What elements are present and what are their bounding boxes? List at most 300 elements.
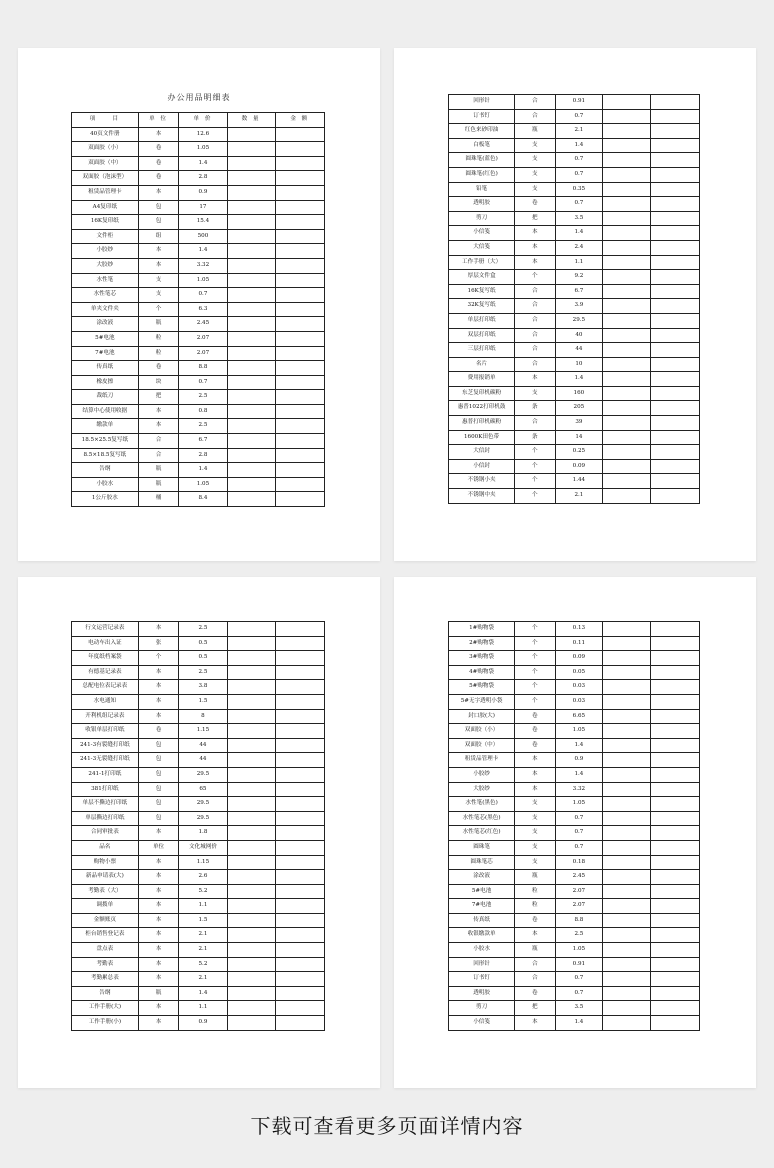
unit-cell: 瓶: [515, 124, 555, 139]
table-row: [72, 680, 325, 695]
table-row: [72, 1016, 325, 1031]
table-row: [449, 299, 700, 314]
items-table: [448, 94, 700, 504]
amount-cell: [275, 1001, 324, 1016]
unit-cell: 包: [138, 797, 179, 812]
amount-cell: [651, 665, 700, 680]
document-page-1: [18, 48, 380, 561]
table-row: [72, 840, 325, 855]
quantity-cell: [603, 622, 651, 637]
amount-cell: [651, 957, 700, 972]
amount-cell: [651, 1016, 700, 1031]
quantity-cell: [227, 782, 275, 797]
quantity-cell: [603, 724, 651, 739]
quantity-cell: [603, 884, 651, 899]
item-name-cell: 惠普打印机碳粉: [449, 416, 515, 431]
unit-cell: 本: [515, 226, 555, 241]
amount-cell: [275, 127, 324, 142]
unit-cell: 本: [138, 1001, 179, 1016]
unit-cell: 本: [138, 972, 179, 987]
item-name-cell: 三层打印纸: [449, 343, 515, 358]
amount-cell: [275, 797, 324, 812]
item-name-cell: 5#电池: [72, 331, 139, 346]
price-cell: 1.4: [555, 372, 603, 387]
table-row: [449, 738, 700, 753]
table-row: [72, 811, 325, 826]
table-row: [449, 474, 700, 489]
unit-cell: 瓶: [138, 463, 179, 478]
amount-cell: [651, 197, 700, 212]
item-name-cell: 铅笔: [449, 182, 515, 197]
item-name-cell: 双面胶（中）: [449, 738, 515, 753]
unit-cell: 本: [138, 419, 179, 434]
unit-cell: 支: [515, 855, 555, 870]
quantity-cell: [227, 361, 275, 376]
amount-cell: [275, 972, 324, 987]
table-row: [72, 957, 325, 972]
unit-cell: 粒: [138, 331, 179, 346]
price-cell: 0.7: [555, 826, 603, 841]
amount-cell: [651, 1001, 700, 1016]
unit-cell: 支: [515, 826, 555, 841]
item-name-cell: 16K复写纸: [449, 284, 515, 299]
amount-cell: [651, 986, 700, 1001]
item-name-cell: 小信笺: [449, 226, 515, 241]
unit-cell: 卷: [515, 197, 555, 212]
amount-cell: [651, 299, 700, 314]
amount-cell: [651, 797, 700, 812]
table-row: [449, 95, 700, 110]
item-name-cell: 剪刀: [449, 1001, 515, 1016]
price-cell: 2.07: [179, 346, 227, 361]
amount-cell: [275, 273, 324, 288]
unit-cell: 合: [515, 109, 555, 124]
amount-cell: [651, 124, 700, 139]
item-name-cell: 单层撕边打印纸: [72, 811, 139, 826]
price-cell: 2.5: [179, 419, 227, 434]
unit-cell: 本: [138, 244, 179, 259]
table-row: [449, 972, 700, 987]
quantity-cell: [227, 375, 275, 390]
amount-cell: [275, 870, 324, 885]
item-name-cell: 大胶纱: [72, 258, 139, 273]
item-name-cell: 考勤表: [72, 957, 139, 972]
item-name-cell: 双层打印纸: [449, 328, 515, 343]
unit-cell: 瓶: [138, 986, 179, 1001]
price-cell: 1.1: [555, 255, 603, 270]
table-row: [449, 372, 700, 387]
item-name-cell: 18.5×25.5复写纸: [72, 434, 139, 449]
price-cell: 5.2: [179, 957, 227, 972]
unit-cell: 个: [515, 270, 555, 285]
price-cell: 1.4: [555, 1016, 603, 1031]
amount-cell: [275, 724, 324, 739]
amount-cell: [275, 317, 324, 332]
item-name-cell: 告纲: [72, 986, 139, 1001]
table-row: [72, 361, 325, 376]
table-row: [72, 200, 325, 215]
price-cell: 2.5: [179, 665, 227, 680]
table-row: [449, 328, 700, 343]
item-name-cell: 柜台销售登记表: [72, 928, 139, 943]
amount-cell: [651, 724, 700, 739]
price-cell: 2.1: [555, 124, 603, 139]
item-name-cell: 工作手册(小): [72, 1016, 139, 1031]
quantity-cell: [227, 273, 275, 288]
price-cell: 6.65: [555, 709, 603, 724]
table-row: [449, 182, 700, 197]
quantity-cell: [227, 1016, 275, 1031]
amount-cell: [275, 185, 324, 200]
item-name-cell: 考勤表（大）: [72, 884, 139, 899]
item-name-cell: 回形针: [449, 957, 515, 972]
amount-cell: [651, 284, 700, 299]
amount-cell: [275, 171, 324, 186]
table-row: [72, 477, 325, 492]
item-name-cell: 收银缴款单: [449, 928, 515, 943]
unit-cell: 包: [138, 215, 179, 230]
unit-cell: 本: [138, 258, 179, 273]
price-cell: 2.45: [179, 317, 227, 332]
unit-cell: 本: [515, 240, 555, 255]
unit-cell: 本: [138, 899, 179, 914]
table-row: [449, 622, 700, 637]
amount-cell: [651, 489, 700, 504]
quantity-cell: [227, 477, 275, 492]
amount-cell: [651, 182, 700, 197]
amount-cell: [651, 767, 700, 782]
quantity-cell: [227, 185, 275, 200]
item-name-cell: 水性笔芯(红色): [449, 826, 515, 841]
price-cell: 14: [555, 430, 603, 445]
table-row: [72, 636, 325, 651]
unit-cell: 本: [138, 943, 179, 958]
table-row: [449, 459, 700, 474]
quantity-cell: [227, 811, 275, 826]
price-cell: 1.1: [179, 899, 227, 914]
price-cell: 1.8: [179, 826, 227, 841]
unit-cell: 合: [515, 299, 555, 314]
unit-cell: 卷: [515, 724, 555, 739]
quantity-cell: [603, 226, 651, 241]
item-name-cell: 年度纸档案袋: [72, 651, 139, 666]
quantity-cell: [603, 709, 651, 724]
table-row: [72, 767, 325, 782]
amount-cell: [275, 361, 324, 376]
item-name-cell: 不锈钢中夹: [449, 489, 515, 504]
unit-cell: 支: [515, 386, 555, 401]
price-cell: 1.4: [179, 986, 227, 1001]
price-cell: 1.05: [555, 724, 603, 739]
price-cell: 1.05: [555, 797, 603, 812]
quantity-cell: [603, 255, 651, 270]
quantity-cell: [603, 299, 651, 314]
table-row: [72, 156, 325, 171]
quantity-cell: [603, 899, 651, 914]
item-name-cell: 大信笺: [449, 240, 515, 255]
amount-cell: [275, 463, 324, 478]
item-name-cell: 告纲: [72, 463, 139, 478]
price-cell: 9.2: [555, 270, 603, 285]
unit-cell: 本: [138, 826, 179, 841]
quantity-cell: [227, 229, 275, 244]
price-cell: 17: [179, 200, 227, 215]
price-cell: 0.9: [555, 753, 603, 768]
price-cell: 0.7: [555, 153, 603, 168]
quantity-cell: [227, 1001, 275, 1016]
quantity-cell: [603, 943, 651, 958]
quantity-cell: [603, 665, 651, 680]
item-name-cell: 水性笔: [72, 273, 139, 288]
quantity-cell: [227, 928, 275, 943]
item-name-cell: 双面胶（小）: [449, 724, 515, 739]
amount-cell: [275, 622, 324, 637]
amount-cell: [651, 811, 700, 826]
table-row: [72, 665, 325, 680]
item-name-cell: 双面胶（小）: [72, 142, 139, 157]
item-name-cell: 大信封: [449, 445, 515, 460]
price-cell: 2.8: [179, 171, 227, 186]
price-cell: 39: [555, 416, 603, 431]
amount-cell: [651, 357, 700, 372]
item-name-cell: 7#电池: [449, 899, 515, 914]
amount-cell: [275, 258, 324, 273]
quantity-cell: [603, 343, 651, 358]
unit-cell: 块: [138, 375, 179, 390]
amount-cell: [651, 167, 700, 182]
price-cell: 2.1: [555, 489, 603, 504]
amount-cell: [275, 288, 324, 303]
price-cell: 500: [179, 229, 227, 244]
unit-cell: 合: [515, 284, 555, 299]
amount-cell: [651, 328, 700, 343]
quantity-cell: [227, 331, 275, 346]
price-cell: 0.03: [555, 694, 603, 709]
price-cell: 1.15: [179, 724, 227, 739]
item-name-cell: 合同审批表: [72, 826, 139, 841]
quantity-cell: [227, 870, 275, 885]
header-cell: 金 额: [275, 113, 324, 128]
price-cell: 0.09: [555, 651, 603, 666]
unit-cell: 粒: [515, 884, 555, 899]
amount-cell: [651, 401, 700, 416]
price-cell: 6.3: [179, 302, 227, 317]
amount-cell: [651, 753, 700, 768]
unit-cell: 本: [138, 1016, 179, 1031]
unit-cell: 粒: [515, 899, 555, 914]
item-name-cell: 工作手册(大): [72, 1001, 139, 1016]
table-row: [449, 753, 700, 768]
table-row: [449, 313, 700, 328]
table-row: [72, 738, 325, 753]
table-row: [72, 797, 325, 812]
unit-cell: 个: [138, 302, 179, 317]
table-row: [72, 375, 325, 390]
table-row: [449, 445, 700, 460]
price-cell: 6.7: [179, 434, 227, 449]
table-row: [72, 346, 325, 361]
item-name-cell: 总配电位表记录表: [72, 680, 139, 695]
amount-cell: [275, 390, 324, 405]
table-row: [72, 331, 325, 346]
table-row: [449, 284, 700, 299]
table-row: [449, 884, 700, 899]
price-cell: 0.05: [555, 665, 603, 680]
price-cell: 29.5: [179, 767, 227, 782]
unit-cell: 本: [138, 665, 179, 680]
item-name-cell: 有德基记录表: [72, 665, 139, 680]
price-cell: 0.9: [179, 1016, 227, 1031]
price-cell: 10: [555, 357, 603, 372]
item-name-cell: 橡皮擦: [72, 375, 139, 390]
price-cell: 1.5: [179, 694, 227, 709]
item-name-cell: 单层打印纸: [449, 313, 515, 328]
price-cell: 0.11: [555, 636, 603, 651]
table-row: [449, 694, 700, 709]
price-cell: 0.7: [555, 972, 603, 987]
header-cell: 数 量: [227, 113, 275, 128]
quantity-cell: [227, 636, 275, 651]
unit-cell: 本: [138, 884, 179, 899]
quantity-cell: [603, 95, 651, 110]
unit-cell: 支: [515, 167, 555, 182]
table-row: [449, 255, 700, 270]
table-row: [72, 782, 325, 797]
amount-cell: [275, 957, 324, 972]
quantity-cell: [603, 972, 651, 987]
table-row: [72, 127, 325, 142]
item-name-cell: 电动车出入证: [72, 636, 139, 651]
amount-cell: [651, 680, 700, 695]
header-cell: 单 位: [138, 113, 179, 128]
table-row: [449, 680, 700, 695]
unit-cell: 把: [515, 1001, 555, 1016]
item-name-cell: 32K复写纸: [449, 299, 515, 314]
item-name-cell: 圆珠笔芯: [449, 855, 515, 870]
quantity-cell: [227, 434, 275, 449]
table-row: [449, 855, 700, 870]
price-cell: 0.7: [555, 167, 603, 182]
unit-cell: 支: [138, 288, 179, 303]
table-row: [449, 430, 700, 445]
item-name-cell: 圆珠笔(蓝色): [449, 153, 515, 168]
item-name-cell: 租赁品管理卡: [449, 753, 515, 768]
unit-cell: 合: [138, 448, 179, 463]
unit-cell: 合: [515, 957, 555, 972]
table-row: [72, 986, 325, 1001]
quantity-cell: [603, 416, 651, 431]
unit-cell: 卷: [138, 142, 179, 157]
unit-cell: 包: [138, 200, 179, 215]
item-name-cell: 7#电池: [72, 346, 139, 361]
quantity-cell: [227, 200, 275, 215]
table-row: [72, 899, 325, 914]
amount-cell: [275, 694, 324, 709]
amount-cell: [275, 928, 324, 943]
item-name-cell: 金额账页: [72, 913, 139, 928]
amount-cell: [275, 404, 324, 419]
table-row: [72, 229, 325, 244]
items-table: [71, 621, 325, 1031]
unit-cell: 个: [515, 665, 555, 680]
table-row: [72, 709, 325, 724]
table-row: [449, 270, 700, 285]
quantity-cell: [603, 826, 651, 841]
quantity-cell: [227, 127, 275, 142]
table-row: [72, 492, 325, 507]
table-row: [72, 928, 325, 943]
unit-cell: 卷: [515, 986, 555, 1001]
unit-cell: 本: [515, 767, 555, 782]
unit-cell: 支: [515, 797, 555, 812]
amount-cell: [275, 840, 324, 855]
price-cell: 1.4: [179, 463, 227, 478]
amount-cell: [651, 270, 700, 285]
quantity-cell: [227, 419, 275, 434]
table-row: [449, 386, 700, 401]
quantity-cell: [227, 651, 275, 666]
quantity-cell: [227, 972, 275, 987]
table-row: [449, 153, 700, 168]
quantity-cell: [603, 636, 651, 651]
quantity-cell: [603, 1001, 651, 1016]
price-cell: 29.5: [179, 797, 227, 812]
unit-cell: 瓶: [138, 477, 179, 492]
price-cell: 2.6: [179, 870, 227, 885]
unit-cell: 本: [138, 680, 179, 695]
unit-cell: 个: [515, 636, 555, 651]
unit-cell: 个: [515, 445, 555, 460]
document-page-4: [394, 577, 756, 1088]
unit-cell: 把: [138, 390, 179, 405]
price-cell: 2.1: [179, 972, 227, 987]
price-cell: 0.5: [179, 651, 227, 666]
amount-cell: [651, 313, 700, 328]
item-name-cell: 双面胶（中）: [72, 156, 139, 171]
quantity-cell: [227, 171, 275, 186]
unit-cell: 条: [515, 430, 555, 445]
amount-cell: [275, 665, 324, 680]
price-cell: 1.4: [179, 156, 227, 171]
table-row: [449, 870, 700, 885]
table-row: [449, 811, 700, 826]
document-page-2: [394, 48, 756, 561]
amount-cell: [275, 899, 324, 914]
item-name-cell: A4复印纸: [72, 200, 139, 215]
unit-cell: 合: [515, 972, 555, 987]
table-row: [72, 171, 325, 186]
item-name-cell: 8.5×18.5复写纸: [72, 448, 139, 463]
amount-cell: [651, 386, 700, 401]
item-name-cell: 白板笔: [449, 138, 515, 153]
item-name-cell: 透明胶: [449, 986, 515, 1001]
price-cell: 2.07: [555, 884, 603, 899]
price-cell: 44: [179, 738, 227, 753]
price-cell: 0.7: [555, 840, 603, 855]
item-name-cell: 381打印纸: [72, 782, 139, 797]
unit-cell: 包: [138, 811, 179, 826]
amount-cell: [651, 474, 700, 489]
amount-cell: [275, 767, 324, 782]
quantity-cell: [603, 489, 651, 504]
item-name-cell: 透明胶: [449, 197, 515, 212]
table-row: [449, 724, 700, 739]
table-row: [72, 913, 325, 928]
price-cell: 1.05: [555, 943, 603, 958]
item-name-cell: 双面胶（泡沫型）: [72, 171, 139, 186]
quantity-cell: [603, 357, 651, 372]
item-name-cell: 品名: [72, 840, 139, 855]
